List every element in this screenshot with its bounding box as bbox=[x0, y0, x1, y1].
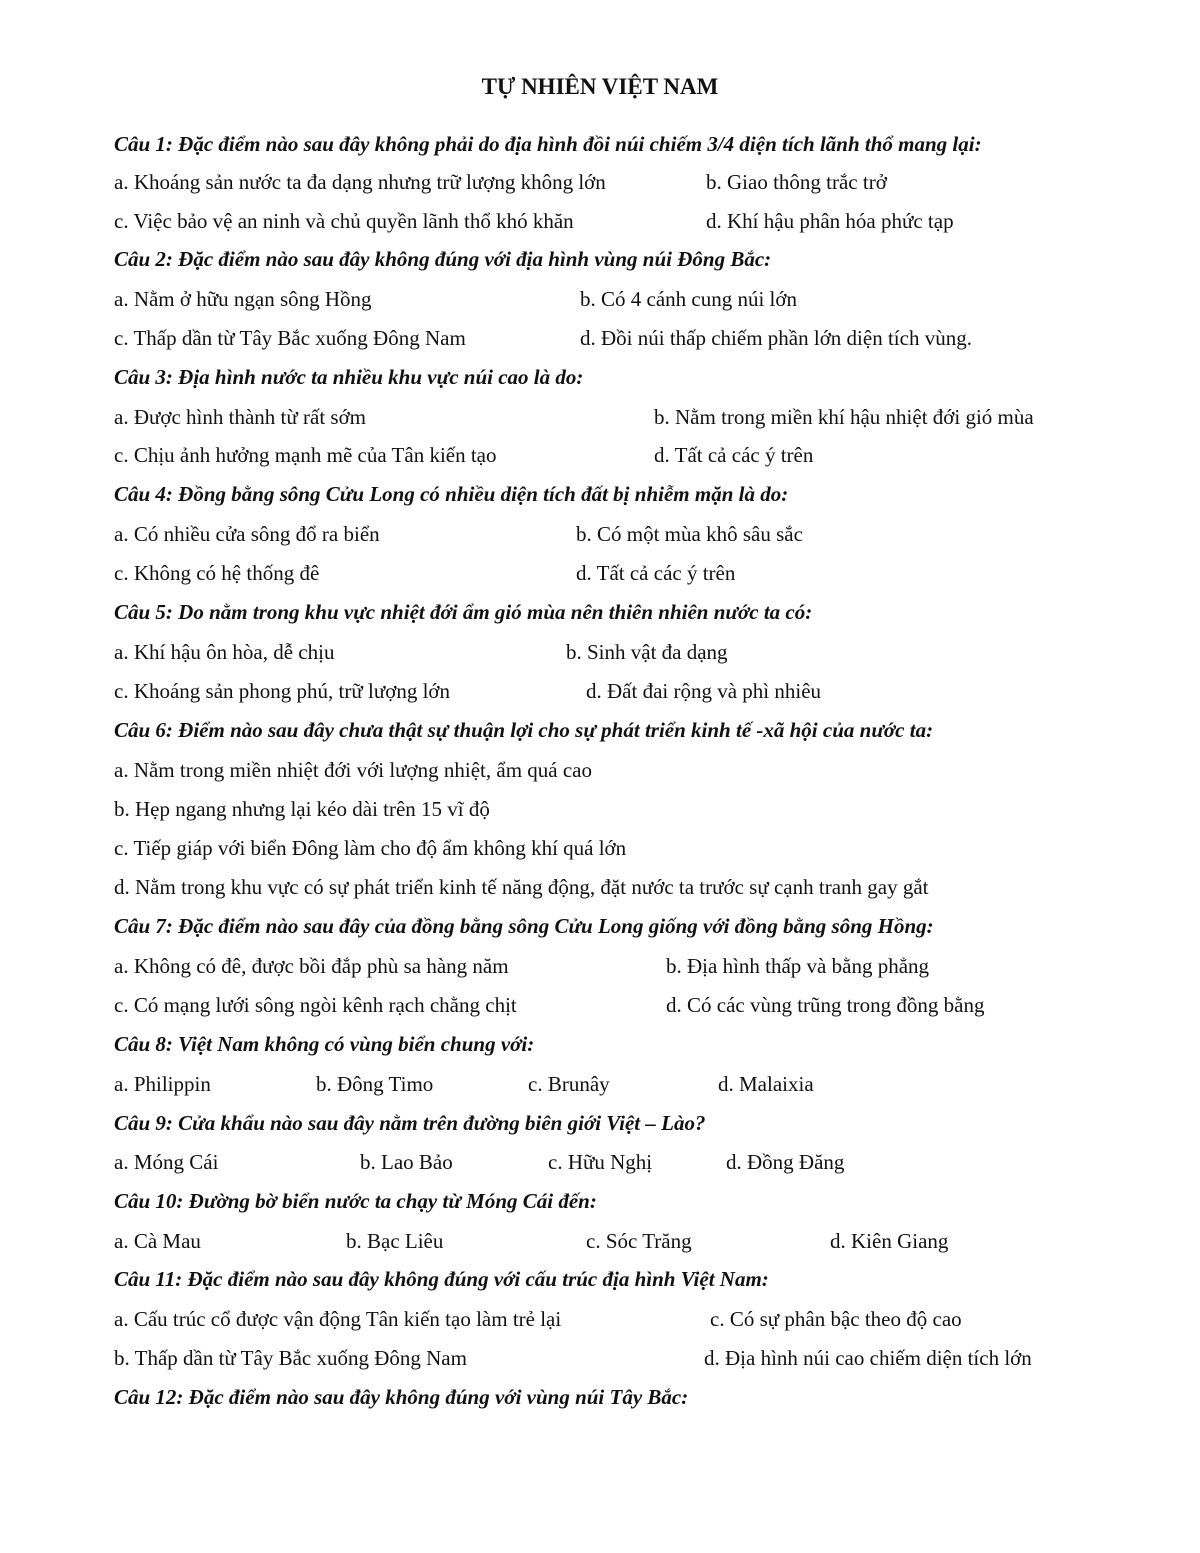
q4-option-b: b. Có một mùa khô sâu sắc bbox=[576, 522, 803, 546]
q7-option-c: c. Có mạng lưới sông ngòi kênh rạch chằng chịt bbox=[114, 993, 517, 1017]
q8-option-c: c. Brunây bbox=[528, 1072, 610, 1096]
q9-option-b: b. Lao Bảo bbox=[360, 1150, 453, 1174]
question-10: Câu 10: Đường bờ biển nước ta chạy từ Móng Cái đến: bbox=[114, 1189, 597, 1213]
question-7: Câu 7: Đặc điểm nào sau đây của đồng bằng sông Cửu Long giống với đồng bằng sông Hồng: bbox=[114, 914, 934, 938]
q7-option-d: d. Có các vùng trũng trong đồng bằng bbox=[666, 993, 985, 1017]
question-12: Câu 12: Đặc điểm nào sau đây không đúng với vùng núi Tây Bắc: bbox=[114, 1385, 689, 1409]
q11-option-b: b. Thấp dần từ Tây Bắc xuống Đông Nam bbox=[114, 1346, 467, 1370]
q10-option-a: a. Cà Mau bbox=[114, 1229, 201, 1253]
q1-option-a: a. Khoáng sản nước ta đa dạng nhưng trữ lượng không lớn bbox=[114, 170, 606, 194]
q2-option-c: c. Thấp dần từ Tây Bắc xuống Đông Nam bbox=[114, 326, 466, 350]
q6-option-d: d. Nằm trong khu vực có sự phát triển kinh tế năng động, đặt nước ta trước sự cạnh tranh gay gắt bbox=[114, 875, 929, 899]
q9-option-d: d. Đồng Đăng bbox=[726, 1150, 845, 1174]
q1-option-b: b. Giao thông trắc trở bbox=[706, 170, 887, 194]
q5-option-b: b. Sinh vật đa dạng bbox=[566, 640, 728, 664]
q8-option-d: d. Malaixia bbox=[718, 1072, 814, 1096]
question-5: Câu 5: Do nằm trong khu vực nhiệt đới ẩm gió mùa nên thiên nhiên nước ta có: bbox=[114, 600, 813, 624]
q11-option-c: c. Có sự phân bậc theo độ cao bbox=[710, 1307, 962, 1331]
q9-option-c: c. Hữu Nghị bbox=[548, 1150, 653, 1174]
question-9: Câu 9: Cửa khẩu nào sau đây nằm trên đường biên giới Việt – Lào? bbox=[114, 1111, 706, 1135]
q7-option-b: b. Địa hình thấp và bằng phẳng bbox=[666, 954, 930, 978]
q4-option-a: a. Có nhiều cửa sông đổ ra biển bbox=[114, 522, 380, 546]
q3-option-d: d. Tất cả các ý trên bbox=[654, 443, 814, 467]
q2-option-d: d. Đồi núi thấp chiếm phần lớn diện tích vùng. bbox=[580, 326, 972, 350]
q4-option-d: d. Tất cả các ý trên bbox=[576, 561, 736, 585]
page-title: TỰ NHIÊN VIỆT NAM bbox=[481, 74, 719, 99]
q8-option-b: b. Đông Timo bbox=[316, 1072, 434, 1096]
q3-option-b: b. Nằm trong miền khí hậu nhiệt đới gió mùa bbox=[654, 405, 1034, 429]
question-1: Câu 1: Đặc điểm nào sau đây không phải do địa hình đồi núi chiếm 3/4 diện tích lãnh thổ mang lại: bbox=[114, 132, 982, 156]
q1-option-d: d. Khí hậu phân hóa phức tạp bbox=[706, 209, 954, 233]
question-3: Câu 3: Địa hình nước ta nhiều khu vực núi cao là do: bbox=[114, 365, 584, 389]
q2-option-a: a. Nằm ở hữu ngạn sông Hồng bbox=[114, 287, 372, 311]
q4-option-c: c. Không có hệ thống đê bbox=[114, 561, 320, 585]
q5-option-c: c. Khoáng sản phong phú, trữ lượng lớn bbox=[114, 679, 451, 703]
question-8: Câu 8: Việt Nam không có vùng biển chung với: bbox=[114, 1032, 535, 1056]
question-4: Câu 4: Đồng bằng sông Cửu Long có nhiều diện tích đất bị nhiễm mặn là do: bbox=[114, 482, 789, 506]
q3-option-c: c. Chịu ảnh hưởng mạnh mẽ của Tân kiến tạo bbox=[114, 443, 497, 467]
q9-option-a: a. Móng Cái bbox=[114, 1150, 219, 1174]
q10-option-d: d. Kiên Giang bbox=[830, 1229, 949, 1253]
q5-option-a: a. Khí hậu ôn hòa, dễ chịu bbox=[114, 640, 335, 664]
q10-option-c: c. Sóc Trăng bbox=[586, 1229, 692, 1253]
q8-option-a: a. Philippin bbox=[114, 1072, 211, 1096]
q3-option-a: a. Được hình thành từ rất sớm bbox=[114, 405, 367, 429]
q1-option-c: c. Việc bảo vệ an ninh và chủ quyền lãnh thổ khó khăn bbox=[114, 209, 574, 233]
q6-option-c: c. Tiếp giáp với biển Đông làm cho độ ẩm không khí quá lớn bbox=[114, 836, 627, 860]
q2-option-b: b. Có 4 cánh cung núi lớn bbox=[580, 287, 797, 311]
q6-option-a: a. Nằm trong miền nhiệt đới với lượng nhiệt, ẩm quá cao bbox=[114, 758, 593, 782]
question-6: Câu 6: Điểm nào sau đây chưa thật sự thuận lợi cho sự phát triển kinh tế -xã hội của nước ta: bbox=[114, 718, 934, 742]
q6-option-b: b. Hẹp ngang nhưng lại kéo dài trên 15 vĩ độ bbox=[114, 797, 490, 821]
question-11: Câu 11: Đặc điểm nào sau đây không đúng với cấu trúc địa hình Việt Nam: bbox=[114, 1267, 769, 1291]
q11-option-a: a. Cấu trúc cổ được vận động Tân kiến tạo làm trẻ lại bbox=[114, 1307, 562, 1331]
q11-option-d: d. Địa hình núi cao chiếm diện tích lớn bbox=[704, 1346, 1032, 1370]
q7-option-a: a. Không có đê, được bồi đắp phù sa hàng năm bbox=[114, 954, 509, 978]
q10-option-b: b. Bạc Liêu bbox=[346, 1229, 444, 1253]
question-2: Câu 2: Đặc điểm nào sau đây không đúng với địa hình vùng núi Đông Bắc: bbox=[114, 247, 772, 271]
q5-option-d: d. Đất đai rộng và phì nhiêu bbox=[586, 679, 822, 703]
